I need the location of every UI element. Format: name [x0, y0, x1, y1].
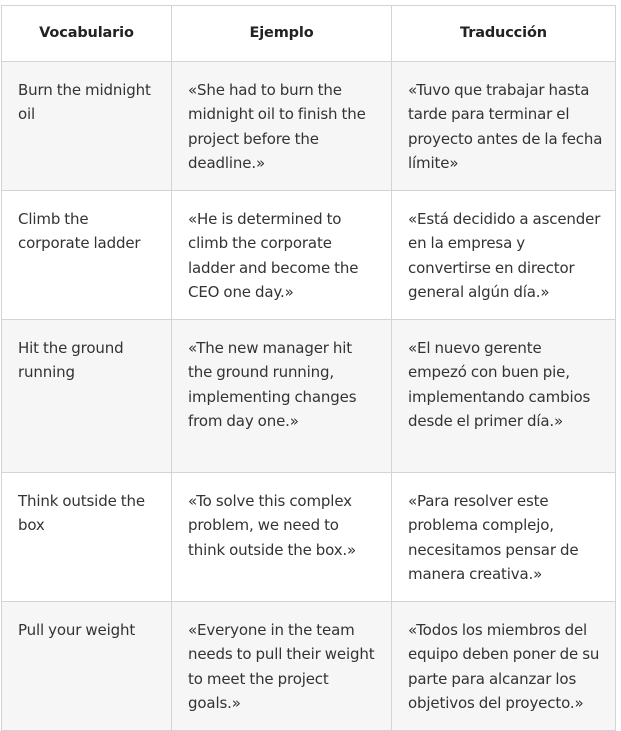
- example-cell: «Everyone in the team needs to pull their weight to meet the project goals.»: [172, 602, 392, 731]
- example-cell: «He is determined to climb the corporate ladder and become the CEO one day.»: [172, 191, 392, 320]
- header-vocabulario: Vocabulario: [2, 6, 172, 62]
- table-row: [2, 473, 616, 602]
- example-cell: «She had to burn the midnight oil to finish the project before the deadline.»: [172, 62, 392, 191]
- translation-cell: «Está decidido a ascender en la empresa y convertirse en director general algún día.»: [392, 191, 616, 320]
- translation-cell: «Tuvo que trabajar hasta tarde para terminar el proyecto antes de la fecha límite»: [392, 62, 616, 191]
- example-cell: «To solve this complex problem, we need to think outside the box.»: [172, 473, 392, 602]
- vocab-cell: Hit the ground running: [2, 320, 172, 473]
- translation-cell: «Para resolver este problema complejo, necesitamos pensar de manera creativa.»: [392, 473, 616, 602]
- table-header-row: [2, 6, 616, 62]
- vocabulary-table: [1, 5, 616, 731]
- vocab-cell: Think outside the box: [2, 473, 172, 602]
- translation-cell: «El nuevo gerente empezó con buen pie, implementando cambios desde el primer día.»: [392, 320, 616, 473]
- vocabulary-table-container: [1, 5, 615, 731]
- table-row: [2, 602, 616, 731]
- vocab-cell: Burn the midnight oil: [2, 62, 172, 191]
- vocab-cell: Pull your weight: [2, 602, 172, 731]
- table-row: [2, 62, 616, 191]
- table-row: [2, 320, 616, 473]
- translation-cell: «Todos los miembros del equipo deben poner de su parte para alcanzar los objetivos del proyecto.»: [392, 602, 616, 731]
- table-row: [2, 191, 616, 320]
- vocab-cell: Climb the corporate ladder: [2, 191, 172, 320]
- header-traduccion: Traducción: [392, 6, 616, 62]
- example-cell: «The new manager hit the ground running, implementing changes from day one.»: [172, 320, 392, 473]
- header-ejemplo: Ejemplo: [172, 6, 392, 62]
